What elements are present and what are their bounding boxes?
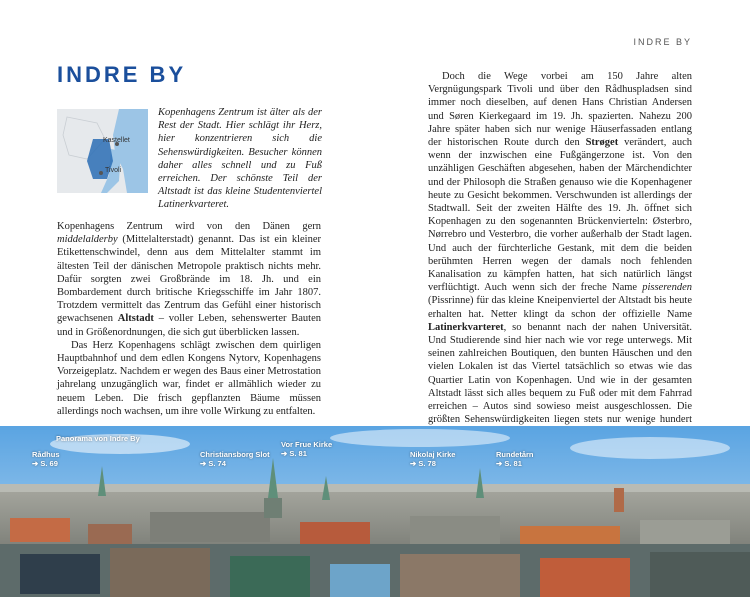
text-run-bold: Strøget <box>585 137 619 149</box>
left-column <box>57 220 321 418</box>
pin-vor-frue-kirke <box>281 440 332 458</box>
text-run-bold: Latinerkvarteret <box>428 321 504 333</box>
locator-map <box>57 109 148 193</box>
right-paragraph <box>428 70 692 440</box>
text-run: , so benannt nach der nahen Universität. Und Studierende sind hier nach wie vor rege unterwegs. Mit seinen zahlreichen Boutiquen, den bunten Häuschen und den vielen Lokalen ist das Viertel tatsächlich so etwas wie das Quartier Latin von Kopenhagen. Und wie in der gesamten Altstadt lässt sich alles bequem zu Fuß oder mit dem Fahrrad erreichen – Autos sind sowieso meist ausgeschlossen. Die größten Sehenswürdigkeiten liegen stets nur wenige hundert <box>428 321 692 426</box>
text-run: (Mittelalterstadt) genannt. Das ist ein kleiner Etikettenschwindel, denn aus dem Mittelalter stammt im ältesten Teil der dänischen Metropole praktisch nichts mehr. Dafür sorgten zwei Großbrände im 18. Jh. und ein Bombardement durch britische Kriegsschiffe im Jahr 1807. Trotzdem vermittelt das Zentrum das Gefühl einer historisch gewachsenen <box>57 234 321 325</box>
pin-name: Rundetårn <box>496 450 534 459</box>
text-run: Doch die Wege vorbei am 150 Jahre alten Vergnügungspark Tivoli und über den Rådhuspladsen sind immer noch dieselben, auf denen Hans Christian Andersen und Søren Kierkegaard im 19. Jh. spazierten. Nahezu 200 Jahre später haben sich nur wenige Häuserfassaden entlang der historischen Route durch den <box>428 71 692 149</box>
text-run: Kopenhagens Zentrum wird von den Dänen gern <box>57 221 321 232</box>
pin-ref: ➔ S. 81 <box>496 459 522 468</box>
pin-nikolaj-kirke <box>410 450 455 468</box>
pin-name: Rådhus <box>32 450 60 459</box>
map-label-kastellet: Kastellet <box>103 137 130 144</box>
map-graphic <box>57 109 148 193</box>
pin-name: Christiansborg Slot <box>200 450 270 459</box>
panorama-graphic <box>0 426 750 597</box>
pin-rundetaarn <box>496 450 534 468</box>
page-title: INDRE BY <box>57 62 187 87</box>
pin-name: Nikolaj Kirke <box>410 450 456 459</box>
text-run: (Pissrinne) für das kleine Kneipenviertel der Altstadt bis heute erhalten hat. Netter klingt da schon der offizielle Name <box>428 295 692 320</box>
photo-caption-title <box>56 434 140 443</box>
caption-title-text: Panorama von Indre By <box>56 434 140 443</box>
pin-ref: ➔ S. 81 <box>281 449 307 458</box>
text-run-italic: middelalderby <box>57 234 118 246</box>
text-run-bold: Altstadt <box>117 313 154 325</box>
left-paragraph-1 <box>57 220 321 339</box>
left-paragraph-2: Das Herz Kopenhagens schlägt zwischen dem quirligen Hauptbahnhof und dem edlen Kongens Nytorv, Kopenhagens Vorzeigeplatz. Nachdem er wegen des Baus einer Metrostation jahrelang unzugänglich war, findet er allmählich wieder zu neuem Leben. Die frisch gepflanzten Bäume müssen allerdings noch wachsen, um ihre volle Wirkung zu entfalten. <box>57 339 321 417</box>
text-run: verändert, auch wenn der inzwischen eine Fußgängerzone ist. Von den unzähligen Geschäften abgesehen, haben der Märchendichter und der Philosoph die Straßen genauso wie die Kopenhagener heute zu Gesicht bekommen. Verschwunden ist allerdings der Stadtwall. Seit der zweiten Hälfte des 19. Jh. öffnet sich Kopenhagen zu den sogenannten Brückenvierteln: Østerbro, Nørrebro und Vesterbro, die vorher außerhalb der Stadt lagen. Und auch der fürchterliche Gestank, mit dem die beiden berühmten Herren wegen der damals noch fehlenden Kanalisation zu kämpfen hatten, hat sich natürlich längst verflüchtigt. Auch wenn sich der freche Name <box>428 137 693 294</box>
running-head: INDRE BY <box>633 37 692 47</box>
pin-raadhus <box>32 450 60 468</box>
pin-ref: ➔ S. 78 <box>410 459 436 468</box>
map-label-tivoli: Tivoli <box>105 167 122 174</box>
text-run-italic: pisserenden <box>642 282 692 294</box>
panorama-photo <box>0 426 750 597</box>
text-run: – voller Leben, sehenswerter Bauten und in Größenordnungen, die sich gut überblicken lassen. <box>57 313 321 338</box>
right-column <box>428 70 692 440</box>
pin-name: Vor Frue Kirke <box>281 440 333 449</box>
intro-text: Kopenhagens Zentrum ist älter als der Rest der Stadt. Hier schlägt ihr Herz, hier konzentrieren sich die Sehenswürdigkeiten. Besucher können daher alles schnell und zu Fuß erreichen. Der schönste Teil der Altstadt ist das kleine Studentenviertel Latinerkvarteret. <box>158 107 322 211</box>
pin-ref: ➔ S. 69 <box>32 459 58 468</box>
pin-christiansborg <box>200 450 270 468</box>
pin-ref: ➔ S. 74 <box>200 459 226 468</box>
